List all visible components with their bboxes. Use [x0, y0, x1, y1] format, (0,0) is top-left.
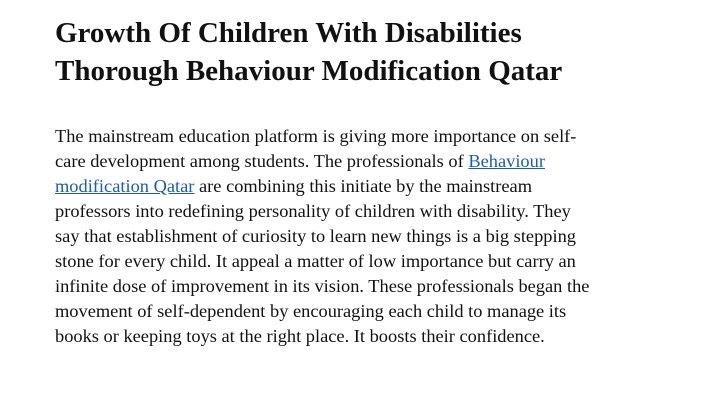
body-line-5: say that establishment of curiosity to learn new things is a big stepping: [55, 226, 576, 246]
body-line-2: [55, 149, 695, 174]
behaviour-modification-link-part-1[interactable]: Behaviour: [468, 151, 545, 171]
body-line-7: infinite dose of improvement in its vision. These professionals began the: [55, 276, 590, 296]
body-paragraph: [55, 124, 695, 349]
body-line-3-text: are combining this initiate by the mainstream: [194, 176, 533, 196]
title-line-2: Thorough Behaviour Modification Qatar: [55, 55, 563, 87]
title-line-1: Growth Of Children With Disabilities: [55, 17, 522, 49]
body-line-3: [55, 174, 695, 199]
body-line-4: professors into redefining personality of children with disability. They: [55, 201, 571, 221]
body-line-8: movement of self-dependent by encouraging each child to manage its: [55, 301, 567, 321]
body-line-1: The mainstream education platform is giving more importance on self-: [55, 126, 577, 146]
body-line-2-text: care development among students. The professionals of: [55, 151, 469, 171]
behaviour-modification-link-part-2[interactable]: modification Qatar: [55, 176, 195, 196]
page-title: [55, 14, 695, 90]
body-line-6: stone for every child. It appeal a matter of low importance but carry an: [55, 251, 576, 271]
body-line-9: books or keeping toys at the right place. It boosts their confidence.: [55, 326, 545, 346]
